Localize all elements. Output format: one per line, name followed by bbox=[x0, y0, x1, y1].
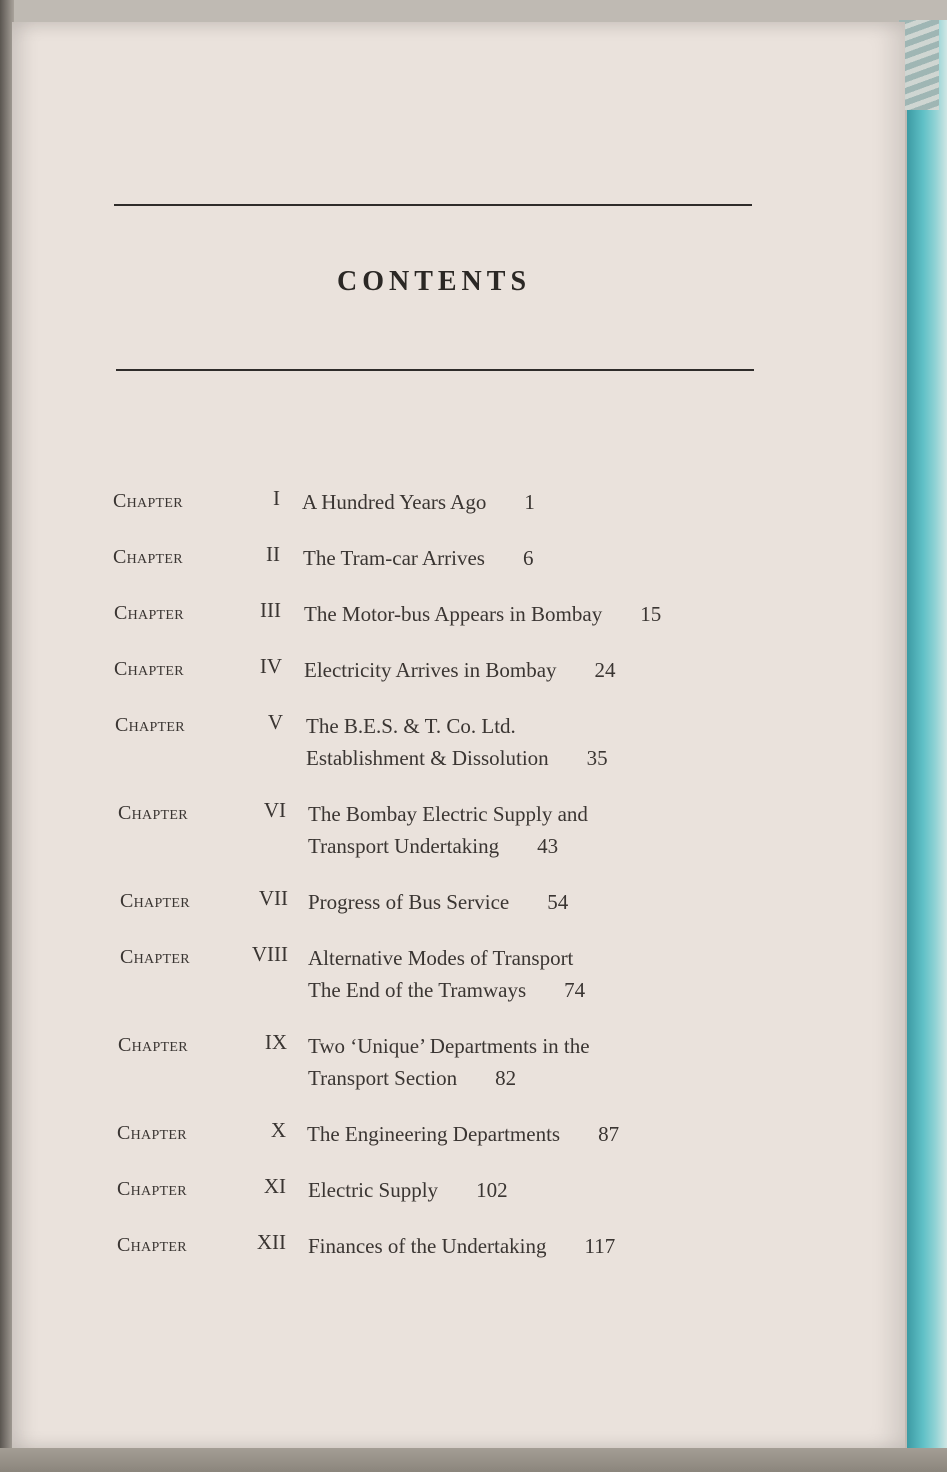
chapter-label: Chapter bbox=[117, 1234, 187, 1256]
chapter-label: Chapter bbox=[118, 1034, 188, 1056]
chapter-title-text: Establishment & Dissolution bbox=[306, 746, 549, 770]
chapter-label: Chapter bbox=[114, 658, 184, 680]
page-number: 117 bbox=[584, 1234, 616, 1258]
bottom-shadow bbox=[0, 1448, 947, 1472]
chapter-title bbox=[306, 710, 608, 774]
chapter-title bbox=[304, 598, 661, 630]
chapter-title bbox=[307, 1118, 619, 1150]
chapter-title-text: Progress of Bus Service bbox=[308, 890, 510, 914]
chapter-numeral: V bbox=[267, 710, 283, 734]
chapter-numeral: IV bbox=[259, 654, 282, 678]
chapter-title-line bbox=[308, 830, 588, 862]
chapter-label: Chapter bbox=[113, 546, 183, 568]
book-cover-edge bbox=[907, 20, 947, 1472]
chapter-title-line bbox=[308, 1174, 508, 1206]
chapter-title-text: Finances of the Undertaking bbox=[308, 1234, 547, 1258]
chapter-title-line bbox=[308, 974, 585, 1006]
chapter-label: Chapter bbox=[120, 890, 190, 912]
chapter-title-line bbox=[303, 542, 533, 574]
chapter-label: Chapter bbox=[113, 490, 183, 512]
page-title: CONTENTS bbox=[336, 266, 532, 297]
chapter-numeral: II bbox=[266, 542, 280, 566]
chapter-title-text: Electric Supply bbox=[308, 1178, 439, 1202]
chapter-title-text: A Hundred Years Ago bbox=[302, 490, 487, 514]
chapter-title bbox=[308, 798, 588, 862]
chapter-title-line bbox=[308, 1062, 590, 1094]
toc-entry bbox=[12, 1030, 892, 1090]
toc-entry bbox=[12, 710, 892, 770]
chapter-title-text: The Tram-car Arrives bbox=[303, 546, 485, 570]
page-number: 1 bbox=[524, 490, 535, 514]
page-number: 35 bbox=[586, 746, 608, 770]
chapter-numeral: VI bbox=[263, 798, 286, 822]
page-number: 6 bbox=[522, 546, 534, 570]
chapter-title bbox=[308, 886, 568, 918]
chapter-label: Chapter bbox=[118, 802, 188, 824]
chapter-label: Chapter bbox=[117, 1122, 187, 1144]
chapter-title-line bbox=[306, 710, 608, 742]
chapter-title-line bbox=[308, 1030, 590, 1062]
chapter-numeral: III bbox=[260, 598, 281, 622]
bottom-rule bbox=[116, 369, 754, 371]
toc-entry bbox=[12, 542, 892, 602]
toc-entry bbox=[12, 486, 892, 546]
page-number: 102 bbox=[476, 1178, 508, 1202]
chapter-label: Chapter bbox=[115, 714, 185, 736]
page-number: 15 bbox=[640, 602, 662, 626]
top-rule bbox=[114, 204, 752, 206]
chapter-title-text: The End of the Tramways bbox=[308, 978, 527, 1002]
page-number: 24 bbox=[594, 658, 616, 682]
chapter-title-text: Alternative Modes of Transport bbox=[308, 946, 574, 970]
chapter-title bbox=[308, 1230, 615, 1262]
toc-entry bbox=[12, 886, 892, 946]
chapter-title bbox=[308, 1174, 508, 1206]
chapter-numeral: XII bbox=[256, 1230, 286, 1254]
chapter-label: Chapter bbox=[120, 946, 190, 968]
toc-entry bbox=[12, 942, 892, 1002]
page-number: 74 bbox=[564, 978, 586, 1002]
toc-entry bbox=[12, 798, 892, 858]
chapter-numeral: IX bbox=[264, 1030, 287, 1054]
toc-entry bbox=[12, 598, 892, 658]
chapter-title-text: Electricity Arrives in Bombay bbox=[304, 658, 557, 682]
chapter-label: Chapter bbox=[114, 602, 184, 624]
toc-entry bbox=[12, 1118, 892, 1178]
toc-entry bbox=[12, 1174, 892, 1234]
page-number: 54 bbox=[547, 890, 569, 914]
chapter-title-text: Transport Undertaking bbox=[308, 834, 500, 858]
toc-entry bbox=[12, 654, 892, 714]
page-number: 43 bbox=[537, 834, 559, 858]
chapter-title bbox=[308, 1030, 590, 1094]
chapter-title-line bbox=[308, 798, 588, 830]
chapter-title-line bbox=[302, 486, 535, 518]
chapter-title-line bbox=[306, 742, 608, 774]
toc-entry bbox=[12, 1230, 892, 1290]
chapter-title-line bbox=[308, 886, 568, 918]
chapter-title-text: Two ‘Unique’ Departments in the bbox=[308, 1034, 590, 1058]
chapter-title bbox=[302, 486, 535, 518]
chapter-title-text: The Bombay Electric Supply and bbox=[308, 802, 588, 826]
page-number: 87 bbox=[598, 1122, 620, 1146]
chapter-title bbox=[304, 654, 616, 686]
page-number: 82 bbox=[495, 1066, 517, 1090]
chapter-title-line bbox=[304, 654, 616, 686]
worn-cover-corner bbox=[899, 20, 939, 110]
chapter-title-text: The Motor-bus Appears in Bombay bbox=[304, 602, 603, 626]
chapter-title-line bbox=[308, 1230, 615, 1262]
chapter-title-text: Transport Section bbox=[308, 1066, 458, 1090]
chapter-title-line bbox=[308, 942, 585, 974]
chapter-numeral: VIII bbox=[251, 942, 288, 966]
chapter-title-line bbox=[307, 1118, 619, 1150]
chapter-numeral: XI bbox=[263, 1174, 286, 1198]
chapter-label: Chapter bbox=[117, 1178, 187, 1200]
chapter-title-text: The B.E.S. & T. Co. Ltd. bbox=[306, 714, 516, 738]
book-page bbox=[12, 22, 905, 1450]
chapter-numeral: VII bbox=[258, 886, 288, 910]
chapter-title-line bbox=[304, 598, 661, 630]
chapter-title bbox=[308, 942, 585, 1006]
chapter-title bbox=[303, 542, 533, 574]
chapter-numeral: X bbox=[270, 1118, 286, 1142]
chapter-numeral: I bbox=[273, 486, 280, 510]
chapter-title-text: The Engineering Departments bbox=[307, 1122, 561, 1146]
